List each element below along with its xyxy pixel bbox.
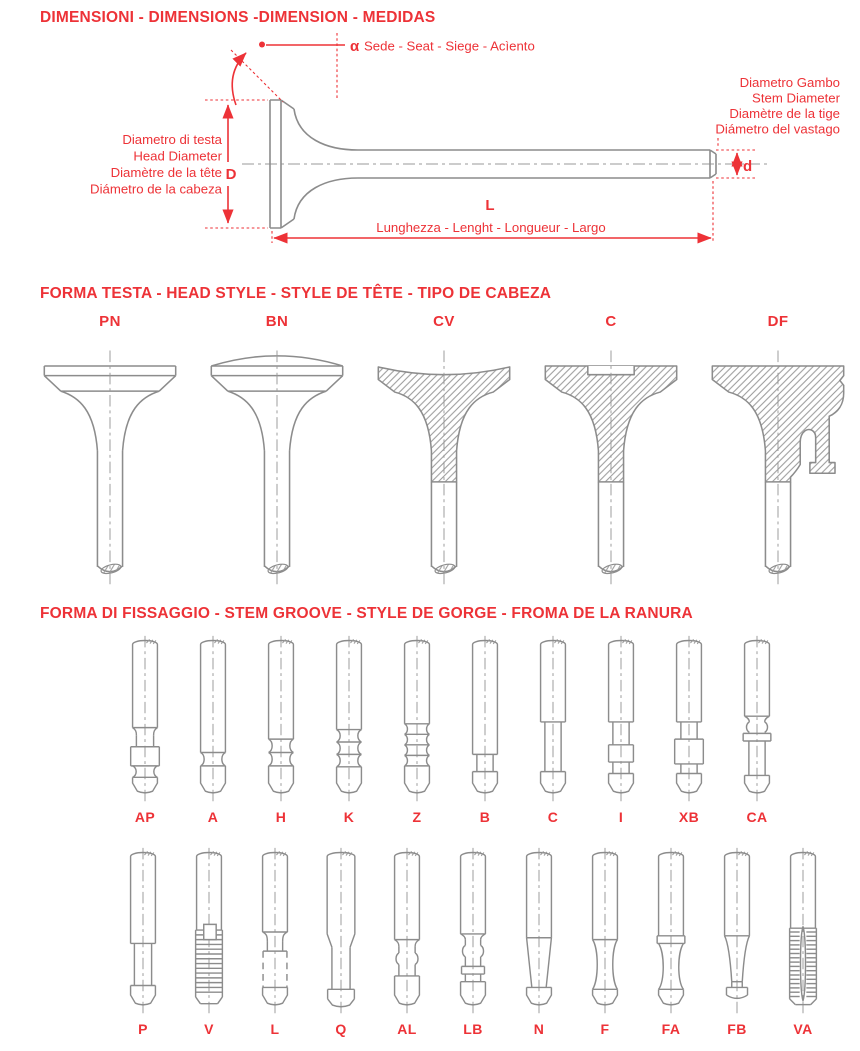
svg-text:Diámetro de la cabeza: Diámetro de la cabeza — [90, 181, 222, 197]
stem-groove-item — [113, 634, 177, 825]
head-style-figure — [531, 337, 691, 593]
stem-groove-figure — [249, 634, 313, 806]
stem-groove-figure — [181, 634, 245, 806]
head-styles-section-title: FORMA TESTA - HEAD STYLE - STYLE DE TÊTE - TIPO DE CABEZA — [40, 285, 552, 302]
stem-groove-code: F — [600, 1021, 610, 1037]
svg-text:Stem Diameter: Stem Diameter — [752, 90, 840, 106]
stem-groove-code: LB — [463, 1021, 483, 1037]
stem-groove-figure — [243, 846, 307, 1018]
stem-groove-code: H — [275, 809, 287, 825]
seat-leader-dot — [259, 42, 265, 48]
stem-groove-item — [521, 634, 585, 825]
stem-groove-code: FB — [727, 1021, 747, 1037]
stem-groove-code: Q — [335, 1021, 347, 1037]
seat-label: Sede - Seat - Siege - Acìento — [364, 38, 535, 54]
stem-groove-item — [589, 634, 653, 825]
stem-groove-item — [725, 634, 789, 825]
head-style-item — [364, 311, 524, 593]
stem-groove-figure — [521, 634, 585, 806]
stem-groove-figure — [573, 846, 637, 1018]
stem-groove-code: XB — [678, 809, 700, 825]
stem-groove-item — [573, 846, 637, 1037]
seat-angle-annotation — [231, 33, 535, 105]
head-style-figure — [197, 337, 357, 593]
stem-groove-code: FA — [661, 1021, 681, 1037]
stem-groove-item — [705, 846, 769, 1037]
svg-text:Diamètre de la tige: Diamètre de la tige — [729, 106, 840, 121]
stem-groove-figure — [113, 634, 177, 806]
stem-groove-figure — [111, 846, 175, 1018]
length-label: Lunghezza - Lenght - Longueur - Largo — [376, 220, 606, 235]
stem-groove-item — [309, 846, 373, 1037]
length-annotation — [272, 181, 713, 243]
stem-groove-item — [243, 846, 307, 1037]
stem-groove-code: Z — [412, 809, 422, 825]
seat-angle-guide-line — [231, 50, 283, 102]
stem-groove-figure — [725, 634, 789, 806]
head-style-item — [698, 311, 858, 593]
stem-groove-code: A — [207, 809, 219, 825]
head-style-figure — [30, 337, 190, 593]
stem-groove-item — [375, 846, 439, 1037]
stem-groove-code: P — [138, 1021, 148, 1037]
stem-groove-figure — [705, 846, 769, 1018]
stem-groove-code: V — [204, 1021, 214, 1037]
head-style-item — [197, 311, 357, 593]
svg-text:Diámetro del vastago: Diámetro del vastago — [715, 121, 840, 137]
stem-groove-figure — [771, 846, 835, 1018]
stem-groove-figure — [309, 846, 373, 1018]
length-symbol: L — [485, 197, 495, 214]
head-diameter-annotation — [90, 100, 268, 228]
stem-groove-item — [507, 846, 571, 1037]
stem-groove-item — [177, 846, 241, 1037]
stem-groove-item — [181, 634, 245, 825]
valve-dimensions-diagram — [0, 30, 860, 265]
valve-outline — [242, 100, 768, 228]
stem-groove-item — [111, 846, 175, 1037]
stem-groove-item — [441, 846, 505, 1037]
stem-groove-item — [317, 634, 381, 825]
stem-groove-figure — [639, 846, 703, 1018]
stem-groove-item — [453, 634, 517, 825]
head-diameter-symbol: D — [225, 166, 237, 183]
stem-groove-figure — [317, 634, 381, 806]
stem-grooves-row-1 — [113, 634, 789, 825]
stem-diameter-symbol: d — [743, 158, 753, 175]
head-style-code: C — [605, 313, 617, 330]
stem-groove-code: AL — [397, 1021, 417, 1037]
stem-groove-figure — [177, 846, 241, 1018]
head-style-figure — [698, 337, 858, 593]
stem-groove-item — [639, 846, 703, 1037]
stem-groove-figure — [507, 846, 571, 1018]
stem-groove-figure — [589, 634, 653, 806]
stem-groove-code: L — [270, 1021, 280, 1037]
stem-groove-code: I — [618, 809, 624, 825]
stem-groove-item — [771, 846, 835, 1037]
head-style-code: CV — [433, 313, 455, 330]
head-styles-row — [30, 311, 858, 593]
stem-groove-figure — [453, 634, 517, 806]
stem-grooves-section-title: FORMA DI FISSAGGIO - STEM GROOVE - STYLE DE GORGE - FROMA DE LA RANURA — [40, 605, 693, 622]
stem-groove-item — [385, 634, 449, 825]
stem-diameter-annotation — [715, 75, 840, 178]
head-style-item — [30, 311, 190, 593]
stem-groove-figure — [657, 634, 721, 806]
stem-groove-code: K — [343, 809, 355, 825]
alpha-symbol: α — [350, 38, 360, 55]
svg-text:Diametro Gambo: Diametro Gambo — [739, 75, 840, 90]
stem-grooves-row-2 — [111, 846, 835, 1037]
stem-groove-code: VA — [793, 1021, 813, 1037]
head-style-code: BN — [265, 313, 289, 330]
seat-angle-arc — [232, 53, 246, 105]
dimensions-section-title: DIMENSIONI - DIMENSIONS -DIMENSION - MEDIDAS — [40, 9, 436, 26]
head-style-code: PN — [99, 313, 121, 330]
stem-groove-code: B — [479, 809, 491, 825]
stem-groove-code: CA — [746, 809, 768, 825]
stem-groove-code: N — [533, 1021, 545, 1037]
head-style-code: DF — [767, 313, 789, 330]
stem-groove-code: C — [547, 809, 559, 825]
stem-groove-figure — [375, 846, 439, 1018]
head-style-item — [531, 311, 691, 593]
svg-text:Head Diameter: Head Diameter — [133, 148, 222, 164]
stem-groove-figure — [441, 846, 505, 1018]
stem-groove-item — [657, 634, 721, 825]
stem-groove-code: AP — [134, 809, 156, 825]
head-style-figure — [364, 337, 524, 593]
stem-groove-figure — [385, 634, 449, 806]
stem-groove-item — [249, 634, 313, 825]
svg-text:Diamètre de la tête: Diamètre de la tête — [110, 165, 222, 180]
svg-text:Diametro di testa: Diametro di testa — [122, 132, 222, 147]
